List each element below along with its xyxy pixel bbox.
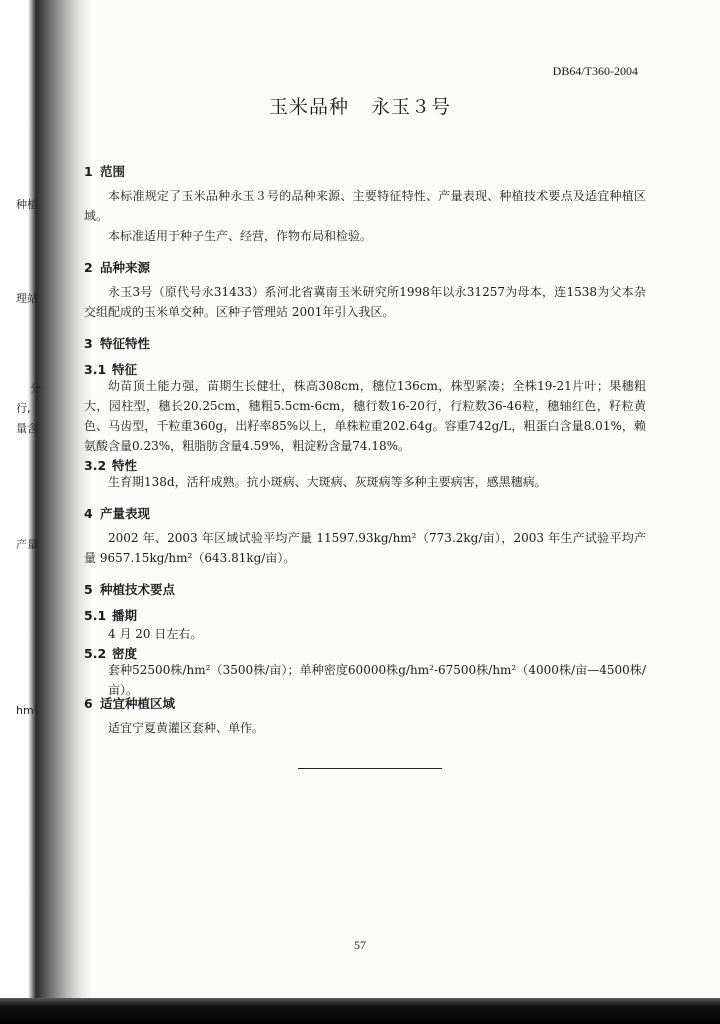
section-heading	[84, 258, 150, 276]
subsection-number: 5.2	[84, 646, 107, 661]
section-title: 适宜种植区域	[100, 696, 176, 711]
end-rule	[298, 768, 442, 769]
section-heading	[84, 504, 150, 522]
margin-fragment: hm²	[16, 704, 39, 717]
paragraph: 生育期138d，活秆成熟。抗小斑病、大斑病、灰斑病等多种主要病害，感黑穗病。	[108, 475, 547, 489]
section-heading	[84, 162, 125, 180]
section-heading	[84, 580, 175, 598]
section-title: 范围	[100, 164, 126, 179]
margin-fragment: 理站	[16, 292, 38, 305]
paragraph: 4 月 20 日左右。	[108, 627, 203, 641]
section-number: 1	[84, 164, 93, 179]
paragraph: 永玉3号（原代号永31433）系河北省冀南玉米研究所1998年以永31257为母本，连1538为父本杂交组配成的玉米单交种。区种子管理站 2001年引入我区。	[84, 285, 646, 319]
paragraph: 2002 年、2003 年区域试验平均产量 11597.93kg/hm²（773.2kg/亩），2003 年生产试验平均产量 9657.15kg/hm²（643.81kg/亩）。	[84, 531, 646, 565]
subsection-title: 特征	[112, 362, 138, 377]
subsection-title: 特性	[112, 458, 138, 473]
scan-bottom-edge	[0, 998, 720, 1024]
subsection-title: 密度	[112, 646, 138, 661]
paragraph: 适宜宁夏黄灌区套种、单作。	[108, 721, 265, 735]
subsection-title: 播期	[112, 608, 138, 623]
section-number: 3	[84, 336, 93, 351]
paragraph: 本标准适用于种子生产、经营，作物布局和检验。	[108, 229, 373, 243]
page-title	[0, 92, 720, 119]
section-number: 4	[84, 506, 93, 521]
page-number: 57	[354, 938, 366, 952]
title-variety: 永玉３号	[371, 96, 452, 118]
margin-fragment: 量含	[16, 422, 38, 435]
paragraph: 幼苗顶土能力强，苗期生长健壮，株高308cm，穗位136cm，株型紧凑；全株19-21片叶；果穗粗大，园柱型，穗长20.25cm，穗粗5.5cm-6cm，穗行数16-20行，行粒数36-46粒，穗轴红色，籽粒黄色、马齿型，千粒重360g，出籽率85%以上，单株粒重202.64g。容重742g/L，粗蛋白含量8.01%，赖氨酸含量0.23%，粗脂肪含量4.59%，粗淀粉含量74.18%。	[84, 379, 646, 453]
section-title: 品种来源	[100, 260, 151, 275]
margin-fragment: 分	[30, 382, 41, 395]
section-title: 种植技术要点	[100, 582, 176, 597]
paragraph: 套种52500株/hm²（3500株/亩）；单种密度60000株g/hm²-67500株/hm²（4000株/亩—4500株/亩）。	[108, 663, 646, 697]
margin-fragment: 产量	[16, 538, 38, 551]
section-heading	[84, 694, 175, 712]
subsection-number: 3.2	[84, 458, 107, 473]
section-title: 产量表现	[100, 506, 151, 521]
section-heading	[84, 334, 150, 352]
subsection-number: 3.1	[84, 362, 107, 377]
title-main: 玉米品种	[268, 96, 349, 118]
standard-code: DB64/T360-2004	[552, 64, 638, 78]
subsection-number: 5.1	[84, 608, 107, 623]
margin-fragment: 行,	[16, 402, 31, 415]
section-number: 5	[84, 582, 93, 597]
scanned-binding-shadow	[0, 0, 92, 1024]
section-title: 特征特性	[100, 336, 151, 351]
section-number: 6	[84, 696, 93, 711]
subsection-heading	[84, 606, 137, 624]
margin-fragment: 种植	[16, 198, 38, 211]
paragraph: 本标准规定了玉米品种永玉３号的品种来源、主要特征特性、产量表现、种植技术要点及适宜种植区域。	[84, 189, 646, 223]
section-number: 2	[84, 260, 93, 275]
